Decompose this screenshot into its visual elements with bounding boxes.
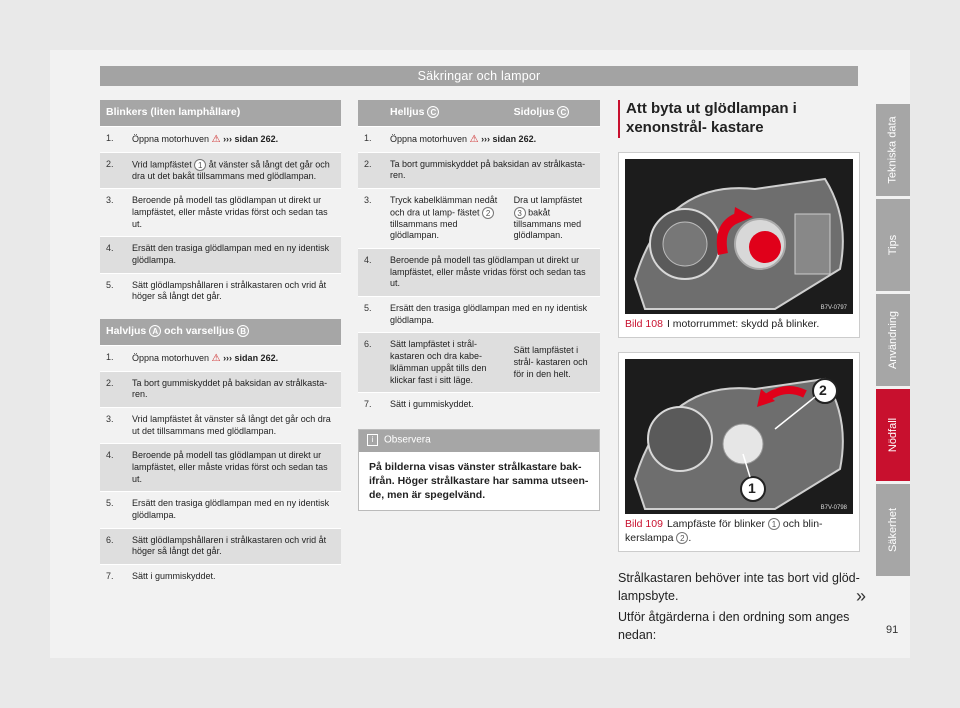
table-head-helljus: Helljus C: [384, 100, 508, 126]
column-left: [100, 100, 341, 589]
step-text: Öppna motorhuven ⚠ ››› sidan 262.: [126, 345, 341, 371]
tab-anvandning[interactable]: Användning: [876, 294, 910, 386]
headlight-image: [625, 159, 853, 314]
callout-badge: 2: [482, 207, 494, 219]
note-box: [358, 429, 600, 512]
step-number: 5.: [100, 492, 126, 528]
paragraph: Utför åtgärderna i den ordning som anges nedan:: [618, 610, 850, 642]
table-helljus-sidoljus: [358, 100, 600, 417]
page-link[interactable]: ››› sidan 262.: [223, 352, 279, 363]
step-number: 1.: [100, 126, 126, 152]
note-text: På bilderna visas vänster strålkastare bak- ifrån. Höger strålkastare har samma utseen- de, men är spegelvänd.: [369, 460, 589, 502]
callout-badge: 3: [514, 207, 526, 219]
step-number: 6.: [358, 333, 384, 393]
step-text: Beroende på modell tas glödlampan ut direkt ur lampfästet, eller måste vridas först och sedan tas ut.: [126, 189, 341, 237]
warning-icon: ⚠: [211, 133, 221, 145]
side-tabs: [876, 104, 910, 579]
step-text: Vrid lampfästet åt vänster så långt det går och dra ut det tillsammans med glödlampan.: [126, 407, 341, 443]
step-number: 2.: [358, 152, 384, 188]
step-number: 5.: [358, 297, 384, 333]
step-text: Ta bort gummiskyddet på baksidan av strålkasta- ren.: [126, 371, 341, 407]
callout-1: 1: [748, 480, 756, 497]
step-text: Sätt i gummiskyddet.: [126, 565, 341, 589]
callout-badge: B: [237, 325, 249, 337]
step-number: 1.: [100, 345, 126, 371]
step-number: 1.: [358, 126, 384, 152]
step-number: 2.: [100, 152, 126, 189]
paragraph: Strålkastaren behöver inte tas bort vid glöd- lampsbyte.: [618, 571, 860, 603]
step-text-helljus: Sätt lampfästet i strål- kastaren och dra kabe- lklämman uppåt tills den klickar fast i sitt läge.: [384, 333, 508, 393]
page-link[interactable]: ››› sidan 262.: [223, 133, 279, 144]
page-number: 91: [886, 624, 899, 636]
warning-icon: ⚠: [211, 352, 221, 364]
table-halvljus: [100, 319, 341, 589]
step-text-helljus: Tryck kabelklämman nedåt och dra ut lamp- fästet 2 tillsammans med glödlampan.: [384, 188, 508, 248]
step-text: Ersätt den trasiga glödlampan med en ny identisk glödlampa.: [384, 297, 600, 333]
headlight-illustration: [625, 159, 853, 314]
step-number: 6.: [100, 528, 126, 564]
step-text: Vrid lampfästet 1 åt vänster så långt det går och dra ut det bakåt tillsammans med glödlampan.: [126, 152, 341, 189]
step-number: 4.: [358, 249, 384, 297]
step-text: Öppna motorhuven ⚠ ››› sidan 262.: [384, 126, 600, 152]
step-text-sidoljus: Sätt lampfästet i strål- kastaren och för in den helt.: [508, 333, 600, 393]
step-number: 3.: [100, 407, 126, 443]
step-text: Sätt i gummiskyddet.: [384, 393, 600, 417]
step-text: Ersätt den trasiga glödlampan med en ny identisk glödlampa.: [126, 237, 341, 273]
headlight-image: [625, 359, 853, 514]
step-number: 7.: [358, 393, 384, 417]
figure-code: B7V-0797: [820, 304, 847, 311]
callout-2: 2: [819, 382, 827, 399]
step-text: Öppna motorhuven ⚠ ››› sidan 262.: [126, 126, 341, 152]
callout-badge: C: [427, 106, 439, 118]
tab-tekniska-data[interactable]: Tekniska data: [876, 104, 910, 196]
table-head-empty: [358, 100, 384, 126]
step-text: Sätt glödlampshållaren i strålkastaren och vrid åt höger så långt det går.: [126, 528, 341, 564]
table-title: Blinkers (liten lamphållare): [100, 100, 341, 126]
callout-badge: C: [557, 106, 569, 118]
step-number: 5.: [100, 273, 126, 309]
tab-tips[interactable]: Tips: [876, 199, 910, 291]
tab-sakerhet[interactable]: Säkerhet: [876, 484, 910, 576]
column-middle: [358, 100, 600, 511]
page-header: Säkringar och lampor: [100, 66, 858, 86]
callout-badge: 1: [194, 159, 206, 171]
table-title: Halvljus A och varselljus B: [100, 319, 341, 345]
step-number: 7.: [100, 565, 126, 589]
step-number: 2.: [100, 371, 126, 407]
callout-badge: 1: [768, 518, 780, 530]
table-head-sidoljus: Sidoljus C: [508, 100, 600, 126]
page-link[interactable]: ››› sidan 262.: [481, 133, 537, 144]
table-blinkers: [100, 100, 341, 309]
step-text: Beroende på modell tas glödlampan ut direkt ur lampfästet, eller måste vridas först och sedan tas ut.: [126, 444, 341, 492]
step-text: Sätt glödlampshållaren i strålkastaren och vrid åt höger så långt det går.: [126, 273, 341, 309]
step-text: Ta bort gummiskyddet på baksidan av strålkasta- ren.: [384, 152, 600, 188]
figure-code: B7V-0798: [820, 505, 847, 512]
step-text: Ersätt den trasiga glödlampan med en ny identisk glödlampa.: [126, 492, 341, 528]
step-number: 3.: [358, 188, 384, 248]
section-heading: Att byta ut glödlampan i xenonstrål- kastare: [618, 100, 860, 138]
callout-badge: A: [149, 325, 161, 337]
callout-badge: 2: [676, 532, 688, 544]
note-icon: i: [367, 434, 378, 446]
tab-nodfall[interactable]: Nödfall: [876, 389, 910, 481]
column-right: [618, 100, 860, 644]
figure-109: [618, 352, 860, 552]
figure-caption: Bild 109 Lampfäste för blinker 1 och blin- kerslampa 2 .: [625, 518, 823, 544]
step-number: 4.: [100, 444, 126, 492]
warning-icon: ⚠: [469, 133, 479, 145]
step-text-sidoljus: Dra ut lampfästet 3 bakåt tillsammans med glödlampan.: [508, 188, 600, 248]
figure-caption: Bild 108 I motorrummet: skydd på blinker.: [625, 317, 820, 330]
step-number: 4.: [100, 237, 126, 273]
figure-108: [618, 152, 860, 339]
note-header: i Observera: [359, 430, 599, 452]
step-number: 3.: [100, 189, 126, 237]
next-page-icon[interactable]: »: [856, 586, 867, 606]
step-text: Beroende på modell tas glödlampan ut direkt ur lampfästet, eller måste vridas först och sedan tas ut.: [384, 249, 600, 297]
